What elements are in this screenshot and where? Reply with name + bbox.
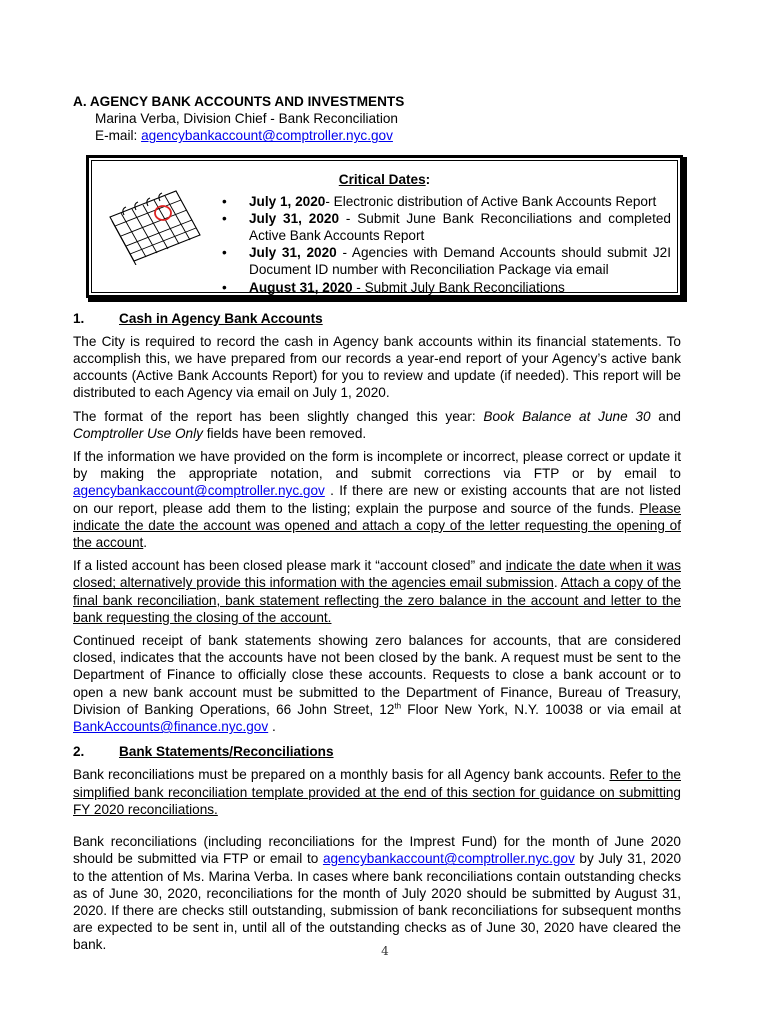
section-title: A. AGENCY BANK ACCOUNTS AND INVESTMENTS	[73, 94, 405, 109]
paragraph: Continued receipt of bank statements showing zero balances for accounts, that are considered closed, indicates that the accounts have not been closed by the bank. A request must be sent to the Department of Finance to officially close these accounts. Requests to close a bank account or to open a new bank account must be submitted to the Department of Finance, Bureau of Treasury, Division of Banking Operations, 66 John Street, 12th Floor New York, N.Y. 10038 or via email at BankAccounts@finance.nyc.gov .	[73, 633, 681, 735]
list-item: • July 1, 2020- Electronic distribution of Active Bank Accounts Report	[218, 193, 671, 210]
email-line	[95, 127, 681, 144]
critical-dates-list	[218, 193, 671, 296]
list-item: • July 31, 2020 - Agencies with Demand Accounts should submit J2I Document ID number with Reconciliation Package via email	[218, 244, 671, 278]
email-link[interactable]: agencybankaccount@comptroller.nyc.gov	[322, 851, 575, 867]
critical-dates-title: Critical Dates:	[338, 171, 431, 187]
critical-dates-box	[86, 155, 683, 298]
contact-line: Marina Verba, Division Chief - Bank Reconciliation	[95, 111, 398, 127]
list-item: • July 31, 2020 - Submit June Bank Reconciliations and completed Active Bank Accounts Report	[218, 210, 671, 244]
paragraph: If the information we have provided on the form is incomplete or incorrect, please correct or update it by making the appropriate notation, and submit corrections via FTP or by email to agencybankaccount@comptroller.nyc.gov . If there are new or existing accounts that are not listed on our report, please add them to the listing; explain the purpose and source of the funds. Please indicate the date the account was opened and attach a copy of the letter requesting the opening of the account.	[73, 449, 681, 551]
paragraph: Bank reconciliations (including reconciliations for the Imprest Fund) for the month of June 2020 should be submitted via FTP or email to agencybankaccount@comptroller.nyc.gov by July 31, 2020 to the attention of Ms. Marina Verba. In cases where bank reconciliations contain outstanding checks as of June 30, 2020, reconciliations for the month of July 2020 should be submitted by August 31, 2020. If there are checks still outstanding, submission of bank reconciliations for subsequent months are expected to be sent in, until all of the outstanding checks as of June 30, 2020 have cleared the bank.	[73, 834, 682, 953]
document-page	[73, 93, 681, 960]
calendar-icon	[104, 185, 204, 265]
section-2-heading: 2. Bank Statements/Reconciliations	[73, 744, 334, 760]
paragraph: Bank reconciliations must be prepared on a monthly basis for all Agency bank accounts. Refer to the simplified bank reconciliation template provided at the end of this section for guidance on submitting FY 2020 reconciliations.	[73, 767, 681, 817]
list-item: • August 31, 2020 - Submit July Bank Reconciliations	[218, 279, 671, 296]
paragraph: The format of the report has been slightly changed this year: Book Balance at June 30 and Comptroller Use Only fields have been removed.	[73, 408, 681, 441]
finance-email-link[interactable]: BankAccounts@finance.nyc.gov	[73, 719, 269, 735]
paragraph: If a listed account has been closed please mark it “account closed” and indicate the date when it was closed; alternatively provide this information with the agencies email submission. Attach a copy of the final bank reconciliation, bank statement reflecting the zero balance in the account and letter to the bank requesting the closing of the account.	[73, 558, 682, 625]
contact-email-link[interactable]: agencybankaccount@comptroller.nyc.gov	[141, 128, 393, 144]
email-prefix: E-mail:	[95, 128, 142, 144]
email-link[interactable]: agencybankaccount@comptroller.nyc.gov	[73, 483, 325, 499]
section-1-heading: 1. Cash in Agency Bank Accounts	[73, 310, 323, 326]
paragraph: The City is required to record the cash in Agency bank accounts within its financial statements. To accomplish this, we have prepared from our records a year-end report of your Agency’s active bank accounts (Active Bank Accounts Report) for you to review and update (if needed). This report will be distributed to each Agency via email on July 1, 2020.	[73, 333, 681, 401]
page-number: 4	[381, 944, 389, 958]
